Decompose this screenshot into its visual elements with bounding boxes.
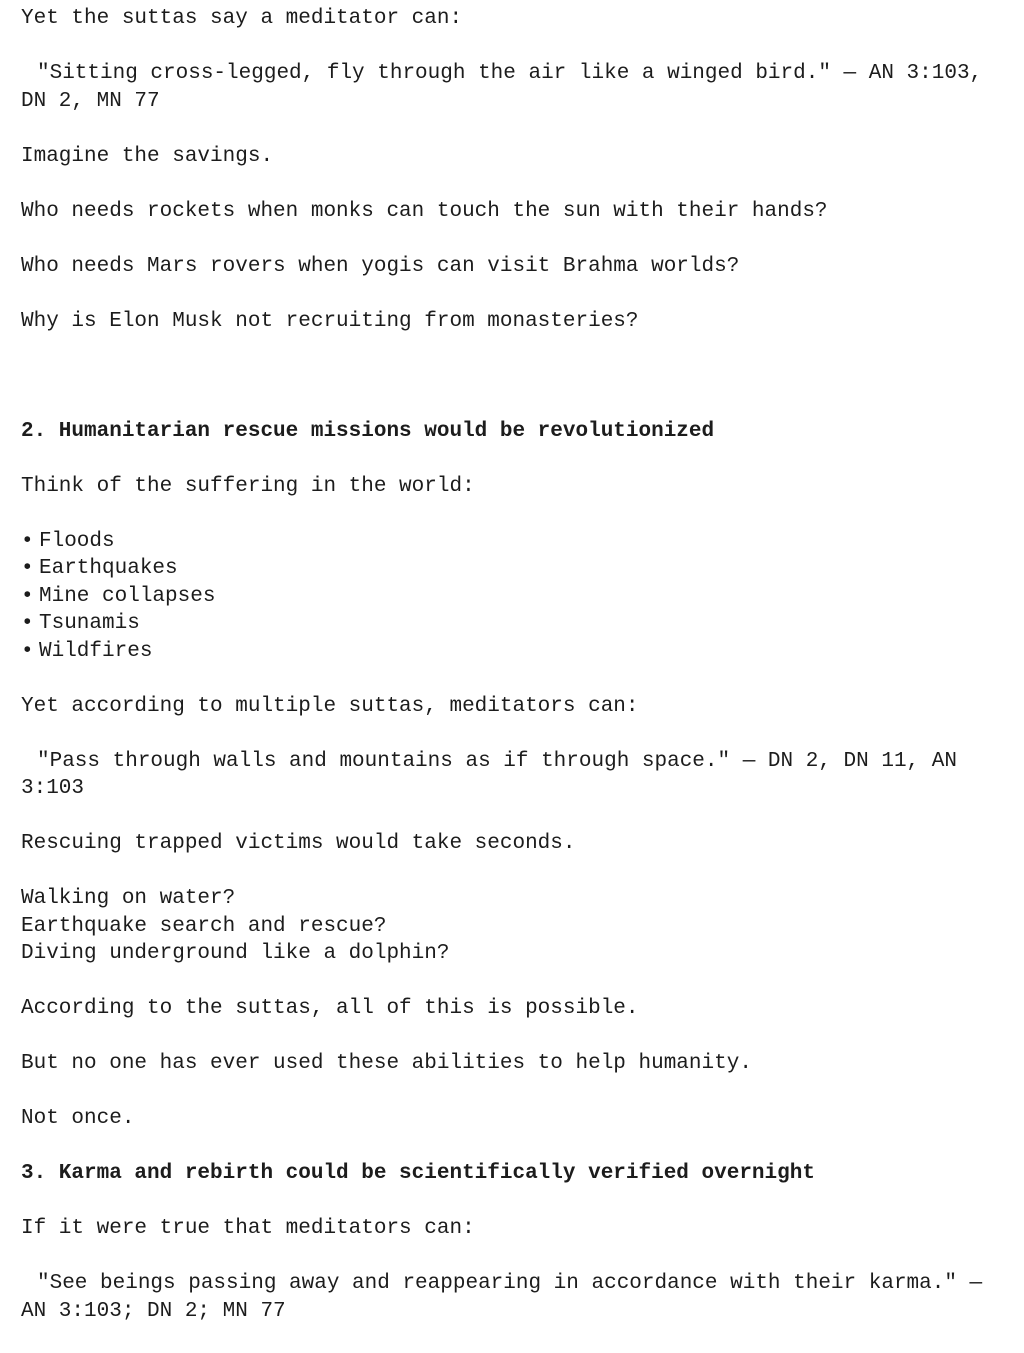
intro-paragraph: Imagine the savings. [21, 144, 274, 168]
disaster-list [21, 528, 1006, 666]
intro-lead: Yet the suttas say a meditator can: [21, 7, 463, 30]
section-spacer [21, 363, 1006, 418]
section-2-lead: Think of the suffering in the world: [21, 474, 475, 498]
question-lines [21, 885, 1006, 968]
section-2-paragraph: Yet according to multiple suttas, meditators can: [21, 694, 639, 718]
section-3-lead: If it were true that meditators can: [21, 1217, 475, 1240]
bullet-icon: • [21, 557, 34, 580]
article-body [21, 5, 1006, 1353]
section-2-paragraph: Rescuing trapped victims would take seconds. [21, 832, 576, 855]
section-2-paragraph: According to the suttas, all of this is possible. [21, 997, 639, 1020]
list-item: • Mine collapses [21, 583, 1006, 611]
section-3-heading: 3. Karma and rebirth could be scientifically verified overnight [21, 1162, 815, 1185]
intro-paragraph: Who needs Mars rovers when yogis can visit Brahma worlds? [21, 254, 740, 278]
list-item: • Tsunamis [21, 610, 1006, 638]
question-line: Diving underground like a dolphin? [21, 942, 450, 965]
bullet-icon: • [21, 584, 34, 608]
list-item: • Wildfires [21, 638, 1006, 666]
intro-paragraph: Who needs rockets when monks can touch the sun with their hands? [21, 199, 828, 223]
bullet-icon: • [21, 612, 34, 635]
question-line: Earthquake search and rescue? [21, 914, 387, 938]
list-item: • Floods [21, 528, 1006, 556]
section-3-quote: "See beings passing away and reappearing in accordance with their karma." — AN 3:103; DN 2; MN 77 [21, 1272, 983, 1323]
list-item: • Earthquakes [21, 555, 1006, 583]
question-line: Walking on water? [21, 887, 236, 910]
bullet-icon: • [21, 639, 34, 663]
section-2-paragraph: Not once. [21, 1107, 135, 1130]
section-2-quote: "Pass through walls and mountains as if through space." — DN 2, DN 11, AN 3:103 [21, 749, 957, 800]
intro-quote: "Sitting cross-legged, fly through the air like a winged bird." — AN 3:103, DN 2, MN 77 [21, 62, 983, 113]
section-2-heading: 2. Humanitarian rescue missions would be revolutionized [21, 419, 715, 443]
section-2-paragraph: But no one has ever used these abilities to help humanity. [21, 1052, 752, 1075]
intro-paragraph: Why is Elon Musk not recruiting from monasteries? [21, 309, 639, 333]
bullet-icon: • [21, 529, 34, 553]
